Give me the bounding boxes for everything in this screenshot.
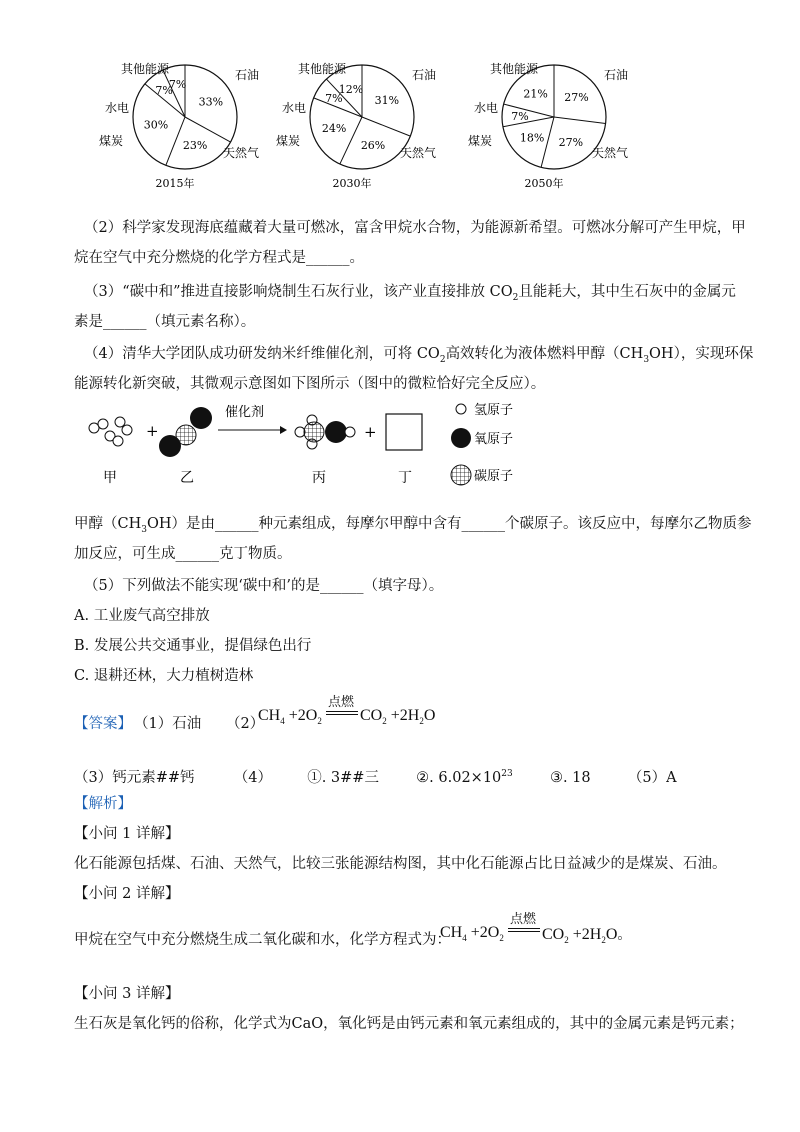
- pie-charts-container: [0, 50, 800, 200]
- pie-slice-value: 12%: [338, 83, 364, 97]
- reaction-microscopic-diagram: [80, 400, 560, 490]
- catalyst-label: 催化剂: [225, 405, 265, 420]
- pie-slice-label: 石油: [235, 68, 260, 82]
- q5-option-a: A. 工业废气高空排放: [74, 608, 210, 624]
- energy-structure-pie-svg: [0, 50, 800, 200]
- pie-year-label: 2050年: [524, 177, 564, 190]
- section2-text: 甲烷在空气中充分燃烧生成二氧化碳和水，化学方程式为：: [74, 932, 451, 948]
- pie-slice-label: 水电: [104, 101, 129, 115]
- pie-slice-value: 31%: [374, 94, 400, 108]
- section3-title: 【小问 3 详解】: [74, 986, 180, 1002]
- combustion-equation-analysis: $CH_4 +2O_2$ 点燃 $CO_2 +2H_2O$。: [440, 911, 632, 946]
- pie-year-label: 2015年: [155, 177, 195, 190]
- svg-text:甲: 甲: [103, 470, 117, 486]
- reactant-yi-co2: [159, 407, 212, 457]
- reactant-jia-hydrogen: [89, 417, 132, 446]
- q4-after2: 加反应，可生成______克丁物质。: [74, 546, 292, 562]
- pie-slice-value: 33%: [198, 95, 224, 109]
- pie-slice-label: 其他能源: [120, 62, 170, 76]
- svg-text:乙: 乙: [180, 470, 194, 486]
- pie-slice-label: 天然气: [223, 146, 260, 160]
- pie-slice-label: 水电: [281, 101, 306, 115]
- section2-title: 【小问 2 详解】: [74, 886, 180, 902]
- svg-text:丙: 丙: [312, 470, 326, 486]
- q3-line2: 素是______（填元素名称）。: [74, 314, 256, 330]
- svg-text:碳原子: 碳原子: [474, 469, 514, 484]
- pie-slice-label: 煤炭: [467, 134, 492, 148]
- pie-slice-label: 其他能源: [489, 62, 539, 76]
- pie-slice-value: 30%: [143, 118, 169, 132]
- pie-slice-value: 23%: [182, 139, 208, 153]
- pie-chart-2030: [276, 61, 436, 190]
- answer-line2: （3）钙元素##钙 （4） ①. 3##三 ②. $6.02\times 10^{23}$ ③. 18 （5）A: [74, 769, 677, 786]
- pie-slice-value: 27%: [564, 91, 589, 105]
- pie-slice-label: 石油: [604, 68, 629, 82]
- pie-slice-value: 18%: [519, 131, 545, 145]
- q4-line2: 能源转化新突破，其微观示意图如下图所示（图中的微粒恰好完全反应）。: [74, 376, 546, 392]
- svg-text:氢原子: 氢原子: [474, 403, 514, 418]
- pie-slice-value: 27%: [558, 135, 584, 149]
- pie-slice-value: 7%: [325, 91, 343, 105]
- svg-text:+: +: [364, 423, 377, 441]
- pie-chart-2050: [468, 61, 628, 190]
- q3-line1: （3）“碳中和”推进直接影响烧制生石灰行业，该产业直接排放 $CO_2$且能耗大，其中生石灰中的金属元: [84, 284, 736, 303]
- q2-line1: （2）科学家发现海底蕴藏着大量可燃冰，富含甲烷水合物，为能源新希望。可燃冰分解可产生甲烷，甲: [84, 220, 746, 236]
- answer-part2: （2）: [226, 716, 265, 732]
- section1-text: 化石能源包括煤、石油、天然气，比较三张能源结构图，其中化石能源占比日益减少的是煤炭、石油。: [74, 856, 727, 872]
- pie-chart-2015: [99, 61, 259, 190]
- answer-tag: 【答案】: [74, 716, 132, 732]
- pie-slice-boundary: [554, 117, 606, 124]
- answer-part1: （1）石油: [134, 716, 202, 732]
- q5-stem: （5）下列做法不能实现‘碳中和’的是______（填字母）。: [84, 578, 444, 594]
- svg-text:+: +: [146, 422, 159, 440]
- pie-slice-boundary: [362, 117, 410, 136]
- pie-slice-value: 26%: [360, 138, 386, 152]
- pie-slice-label: 煤炭: [275, 134, 300, 148]
- pie-slice-label: 石油: [412, 68, 437, 82]
- pie-slice-value: 7%: [155, 84, 173, 98]
- product-bing-methanol: [295, 415, 355, 449]
- section3-text: 生石灰是氧化钙的俗称，化学式为CaO，氧化钙是由钙元素和氧元素组成的，其中的金属元素是钙元素；: [74, 1016, 744, 1032]
- atom-legend: [451, 403, 513, 485]
- q2-line2: 烷在空气中充分燃烧的化学方程式是______。: [74, 250, 364, 266]
- svg-text:丁: 丁: [398, 470, 412, 486]
- q5-option-b: B. 发展公共交通事业，提倡绿色出行: [74, 638, 312, 654]
- pie-slice-value: 24%: [321, 122, 347, 136]
- svg-text:氧原子: 氧原子: [474, 432, 514, 447]
- q5-option-c: C. 退耕还林，大力植树造林: [74, 668, 254, 684]
- section1-title: 【小问 1 详解】: [74, 826, 180, 842]
- pie-slice-value: 21%: [523, 87, 548, 101]
- pie-slice-label: 水电: [473, 101, 498, 115]
- pie-slice-value: 7%: [168, 77, 187, 91]
- pie-slice-label: 天然气: [400, 146, 437, 160]
- q4-after1: 甲醇$(CH_3OH)$是由______种元素组成，每摩尔甲醇中含有______个碳原子。该反应中，每摩尔乙物质参: [74, 516, 752, 535]
- pie-slice-label: 天然气: [592, 146, 629, 160]
- combustion-equation-answer: $CH_4 +2O_2$ 点燃 $CO_2 +2H_2O$: [258, 694, 436, 727]
- pie-slice-label: 其他能源: [297, 62, 347, 76]
- q4-line1: （4）清华大学团队成功研发纳米纤维催化剂，可将 $CO_2$高效转化为液体燃料甲醇$(CH_3OH)$，实现环保: [84, 346, 754, 365]
- pie-slice-label: 煤炭: [98, 134, 123, 148]
- product-ding-box: [386, 414, 422, 450]
- analysis-tag: 【解析】: [74, 796, 132, 812]
- pie-year-label: 2030年: [332, 177, 372, 190]
- pie-slice-value: 7%: [511, 109, 529, 123]
